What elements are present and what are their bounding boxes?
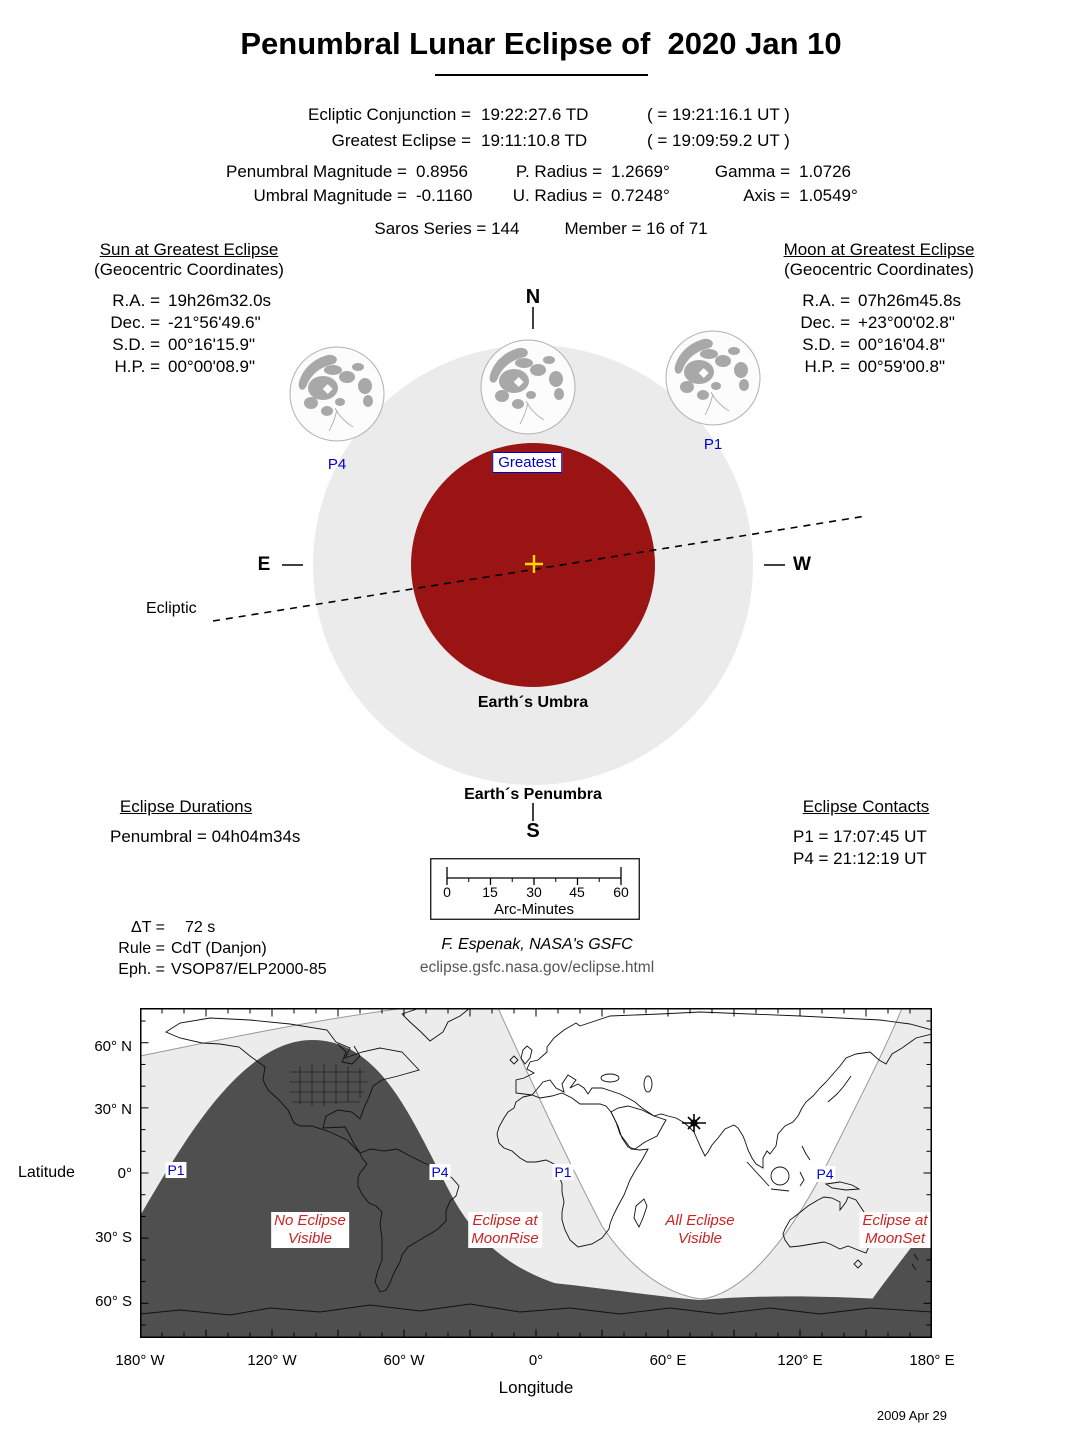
east-label: E [257, 554, 271, 575]
scale-tick-15: 15 [482, 884, 498, 900]
west-label: W [793, 554, 811, 575]
conjunction-td: 19:22:27.6 TD [481, 105, 589, 124]
p-radius-label: P. Radius = [515, 162, 602, 181]
greatest-td: 19:11:10.8 TD [481, 131, 588, 150]
conjunction-ut: ( = 19:21:16.1 UT ) [647, 105, 790, 124]
greatest-ut: ( = 19:09:59.2 UT ) [647, 131, 790, 150]
delta-t-label: ΔT = [131, 919, 165, 936]
ecliptic-conjunction-row [253, 102, 790, 128]
umbra-label: Earth´s Umbra [477, 694, 589, 711]
delta-t-value: 72 s [185, 919, 216, 936]
u-radius-value: 0.7248° [611, 186, 670, 205]
rule-label: Rule = [118, 940, 165, 957]
zone-label-all-visible: All Eclipse Visible [662, 1212, 737, 1248]
sun-ra-value: 19h26m32.0s [168, 291, 272, 310]
radius-column [505, 160, 670, 208]
sun-dec-label: Dec. = [110, 313, 160, 332]
map-marker-p4-east: P4 [816, 1166, 834, 1182]
saros-series: Saros Series = 144 [374, 219, 520, 238]
sun-hp-value: 00°00'08.9" [168, 357, 255, 376]
scale-tick-60: 60 [613, 884, 629, 900]
greatest-marker-label: Greatest [492, 452, 562, 473]
magnitude-column [195, 160, 472, 208]
sun-hp-label: H.P. = [114, 357, 160, 376]
p4-marker-label: P4 [327, 456, 347, 473]
moon-at-greatest [481, 340, 575, 434]
greatest-eclipse-row [253, 128, 790, 154]
sun-block-header: Sun at Greatest Eclipse [99, 240, 279, 259]
greatest-label: Greatest Eclipse = [331, 131, 471, 150]
figure-date: 2009 Apr 29 [876, 1408, 947, 1423]
south-label: S [526, 820, 540, 842]
lon-tick-60e: 60° E [649, 1352, 687, 1369]
lon-tick-180e: 180° E [909, 1352, 955, 1369]
north-label: N [525, 286, 541, 308]
moon-ra-value: 07h26m45.8s [858, 291, 962, 310]
zone-label-moonset: Eclipse at MoonSet [859, 1212, 930, 1248]
contacts-header: Eclipse Contacts [802, 797, 930, 816]
penumbra-label: Earth´s Penumbra [464, 786, 602, 803]
lon-tick-120e: 120° E [777, 1352, 823, 1369]
shadow-diagram [0, 285, 1082, 850]
axis-value: 1.0549° [799, 186, 858, 205]
gamma-value: 1.0726 [799, 162, 851, 181]
map-marker-p4-west: P4 [431, 1164, 449, 1180]
moon-sd-value: 00°16'04.8" [858, 335, 945, 354]
conjunction-label: Ecliptic Conjunction = [307, 105, 471, 124]
moon-at-p4 [290, 347, 384, 441]
lat-tick-0: 0° [117, 1165, 132, 1182]
lon-tick-120w: 120° W [247, 1352, 297, 1369]
sun-ra-label: R.A. = [112, 291, 160, 310]
saros-member: Member = 16 of 71 [564, 219, 708, 238]
scale-tick-0: 0 [443, 884, 451, 900]
umbral-magnitude-value: -0.1160 [416, 186, 473, 205]
saros-line [374, 219, 707, 239]
moon-dec-value: +23°00'02.8" [858, 313, 955, 332]
sun-dec-value: -21°56'49.6" [168, 313, 261, 332]
contact-p4-time: P4 = 21:12:19 UT [793, 849, 927, 868]
umbral-magnitude-label: Umbral Magnitude = [253, 186, 407, 205]
author-credit: F. Espenak, NASA's GSFC [441, 936, 633, 953]
gamma-label: Gamma = [714, 162, 790, 181]
p-radius-value: 1.2669° [611, 162, 670, 181]
latitude-axis-title: Latitude [18, 1164, 75, 1181]
moon-hp-label: H.P. = [804, 357, 850, 376]
rule-value: CdT (Danjon) [171, 940, 267, 957]
moon-dec-label: Dec. = [800, 313, 850, 332]
scale-tick-30: 30 [526, 884, 542, 900]
lat-tick-60s: 60° S [95, 1293, 132, 1310]
conjunction-times [253, 102, 790, 154]
contact-p1-time: P1 = 17:07:45 UT [793, 827, 927, 846]
sun-sd-value: 00°16'15.9" [168, 335, 255, 354]
durations-header: Eclipse Durations [119, 797, 253, 816]
zone-label-moonrise: Eclipse at MoonRise [468, 1212, 542, 1248]
penumbral-magnitude-value: 0.8956 [416, 162, 468, 181]
moon-hp-value: 00°59'00.8" [858, 357, 945, 376]
sun-block-subheader: (Geocentric Coordinates) [94, 260, 284, 279]
moon-sd-label: S.D. = [802, 335, 850, 354]
lat-tick-30s: 30° S [95, 1229, 132, 1246]
calculation-parameters [117, 917, 327, 980]
axis-label: Axis = [743, 186, 790, 205]
penumbral-magnitude-label: Penumbral Magnitude = [226, 162, 407, 181]
moon-block-subheader: (Geocentric Coordinates) [784, 260, 974, 279]
longitude-axis-title: Longitude [498, 1378, 574, 1397]
lon-tick-60w: 60° W [383, 1352, 425, 1369]
scale-units-label: Arc-Minutes [493, 901, 575, 918]
map-marker-p1-west: P1 [167, 1162, 185, 1178]
visibility-map [140, 1008, 932, 1338]
lon-tick-180w: 180° W [115, 1352, 165, 1369]
moon-ra-label: R.A. = [802, 291, 850, 310]
credit-url: eclipse.gsfc.nasa.gov/eclipse.html [419, 959, 655, 976]
gamma-column [700, 160, 858, 208]
penumbral-duration: Penumbral = 04h04m34s [110, 827, 301, 846]
lat-tick-60n: 60° N [94, 1038, 132, 1055]
moon-block-header: Moon at Greatest Eclipse [783, 240, 975, 259]
page-title: Penumbral Lunar Eclipse of 2020 Jan 10 [240, 26, 842, 61]
lon-tick-0: 0° [528, 1352, 544, 1369]
ecliptic-label: Ecliptic [146, 600, 197, 617]
lat-tick-30n: 30° N [94, 1101, 132, 1118]
moon-at-p1 [666, 331, 760, 425]
map-marker-p1-east: P1 [554, 1164, 572, 1180]
u-radius-label: U. Radius = [512, 186, 602, 205]
ephemeris-value: VSOP87/ELP2000-85 [171, 961, 327, 978]
scale-tick-45: 45 [569, 884, 585, 900]
title-rule [435, 74, 648, 76]
ephemeris-label: Eph. = [118, 961, 165, 978]
sun-sd-label: S.D. = [112, 335, 160, 354]
p1-marker-label: P1 [703, 436, 723, 453]
zone-label-no-eclipse: No Eclipse Visible [271, 1212, 349, 1248]
